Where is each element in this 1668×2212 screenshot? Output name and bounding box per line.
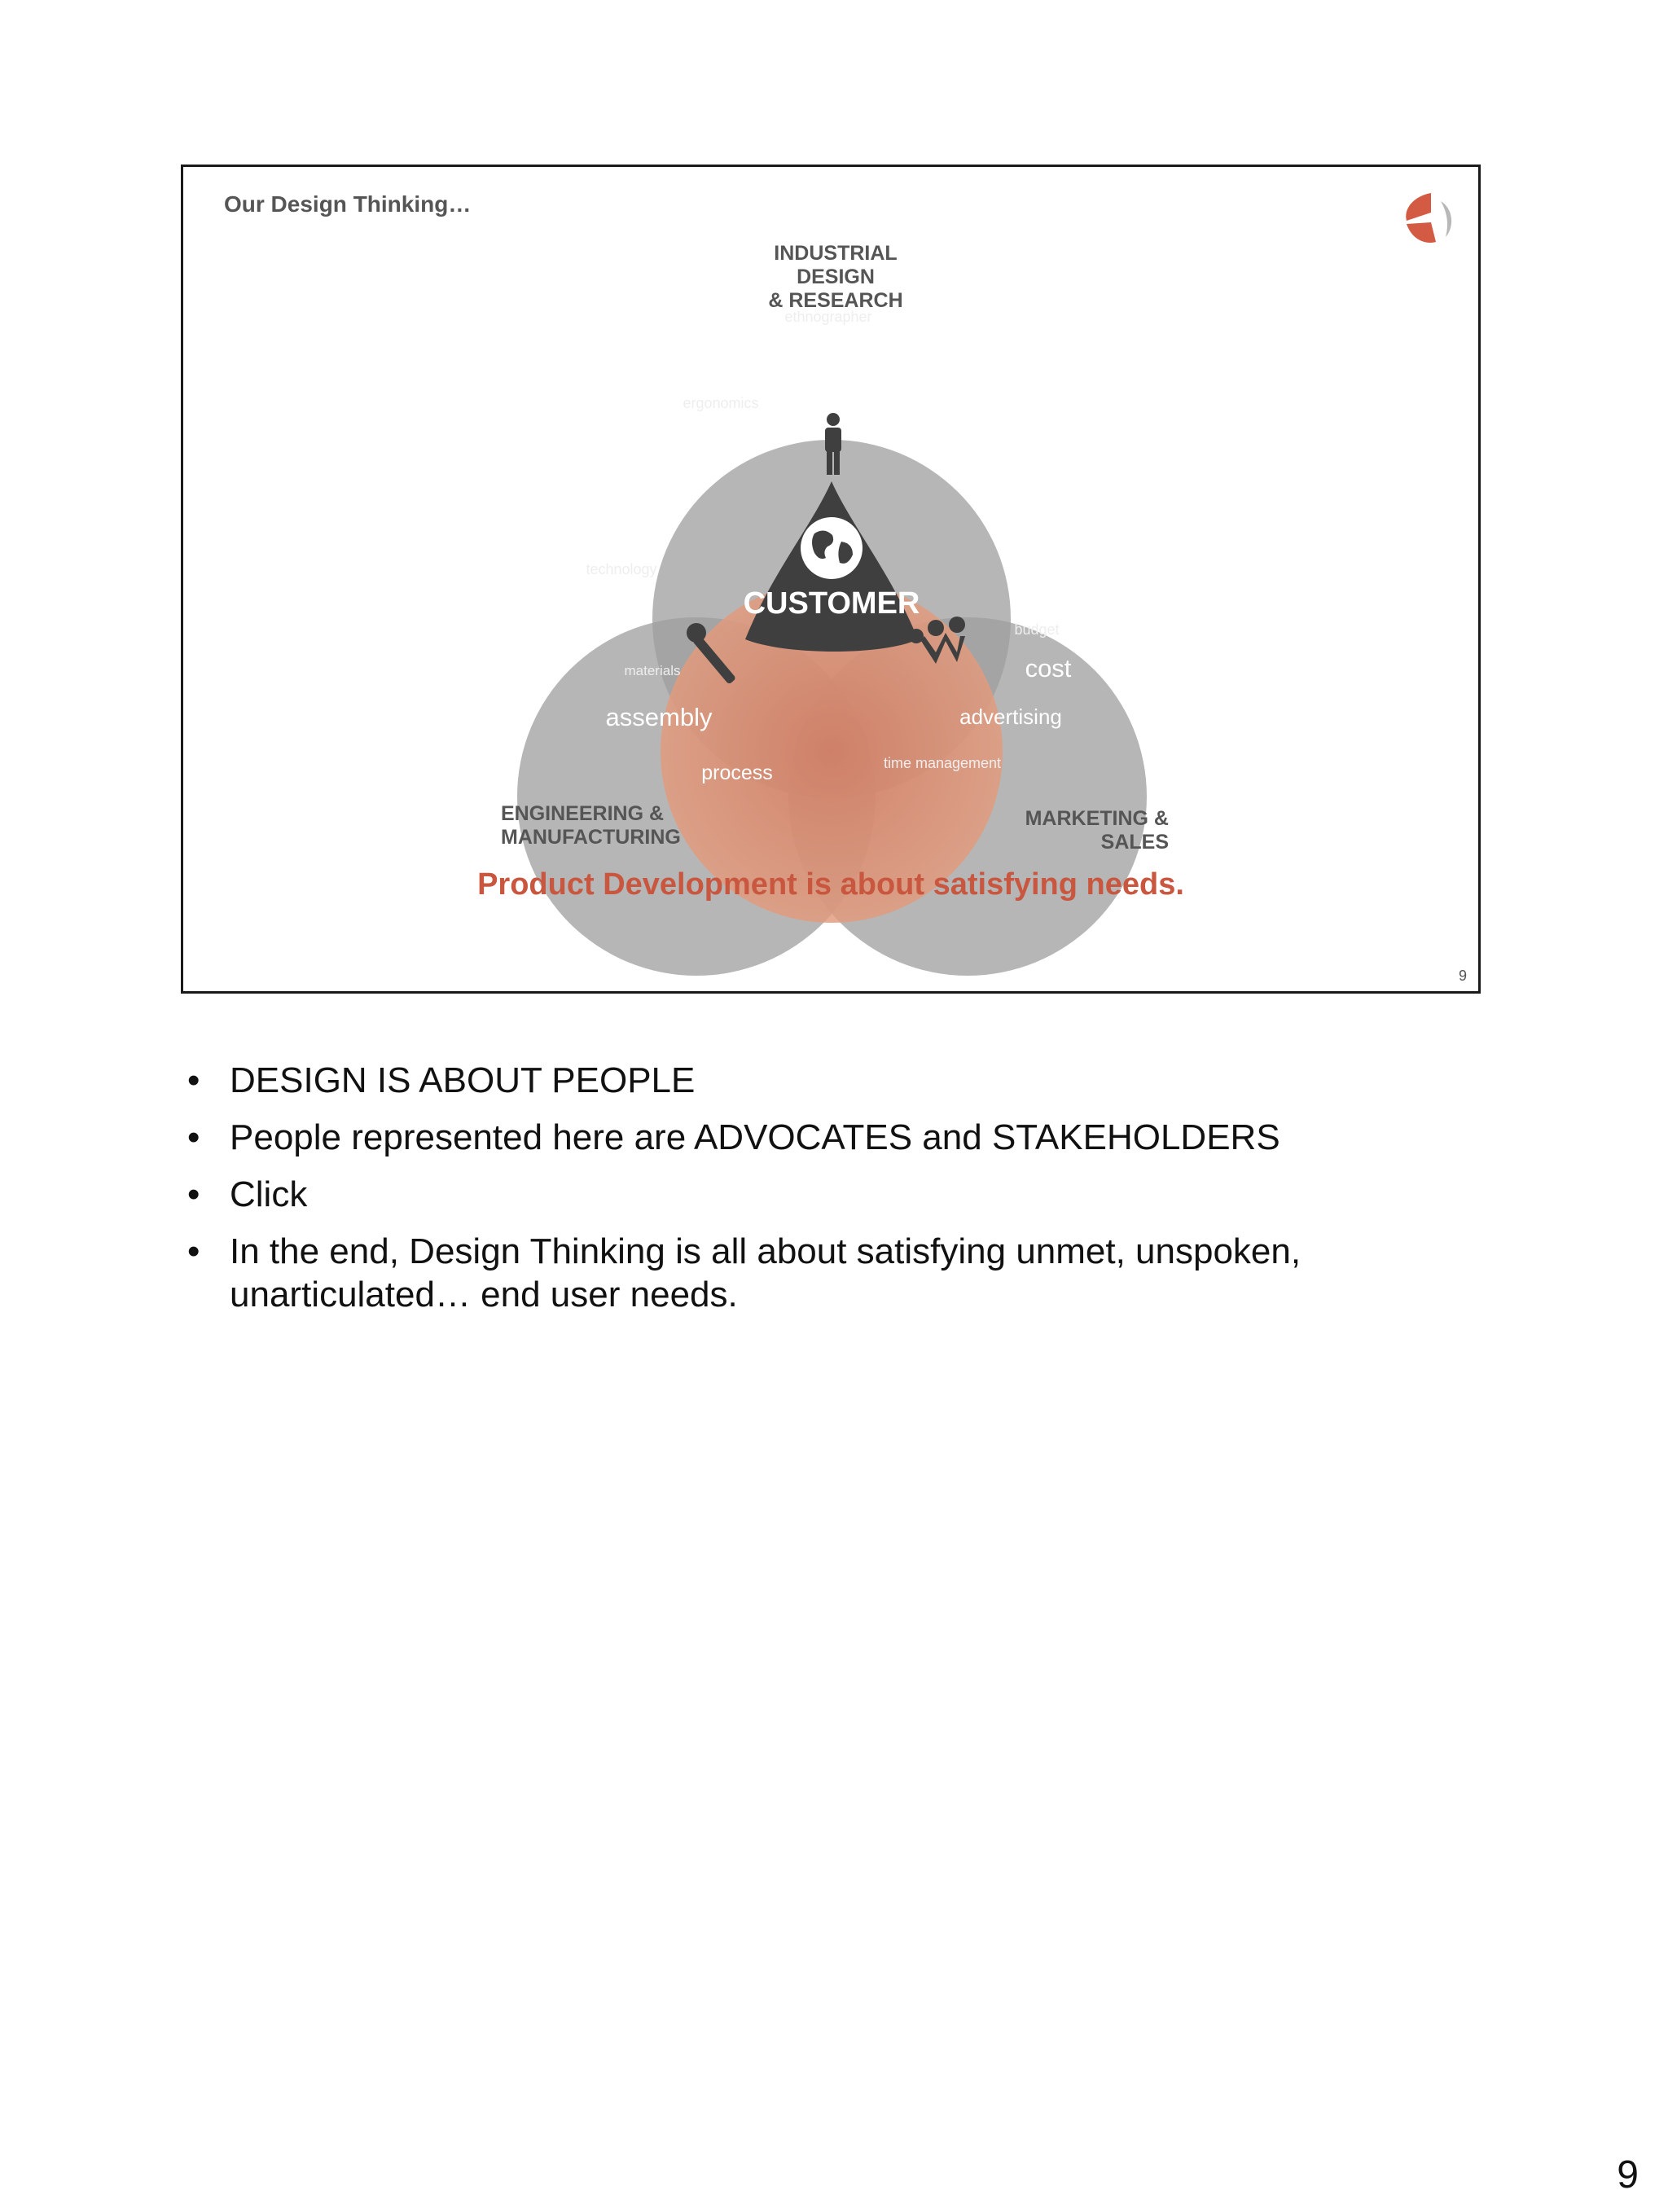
term-form-top: form (883, 325, 933, 353)
term-budget: budget (1014, 621, 1060, 638)
note-item (187, 1059, 1409, 1102)
note-text: In the end, Design Thinking is all about satisfying unmet, unspoken, unarticulated… end user needs. (230, 1231, 1301, 1314)
slide-frame (181, 165, 1481, 994)
term-form-left: form (575, 594, 626, 622)
note-text: People represented here are ADVOCATES and STAKEHOLDERS (230, 1117, 1280, 1157)
note-item (187, 1230, 1409, 1316)
slide-tagline: Product Development is about satisfying needs. (477, 867, 1184, 902)
term-process: process (701, 761, 773, 784)
globe-icon (801, 517, 863, 579)
term-ethnographer: ethnographer (784, 309, 872, 325)
term-technology: technology (586, 561, 657, 577)
note-text: DESIGN IS ABOUT PEOPLE (230, 1060, 696, 1100)
group-label-engineering: ENGINEERING & MANUFACTURING (501, 802, 681, 849)
bullet: • (187, 1060, 200, 1100)
slide-number: 9 (1458, 968, 1467, 984)
term-assembly: assembly (605, 703, 713, 731)
bullet: • (187, 1117, 200, 1157)
term-time: time (1030, 561, 1079, 590)
term-materials: materials (624, 663, 681, 678)
slide-title: Our Design Thinking… (224, 191, 472, 217)
group-label-marketing: MARKETING & SALES (1025, 807, 1169, 854)
term-advertising: advertising (959, 704, 1062, 729)
note-text: Click (230, 1174, 308, 1214)
page-number: 9 (1617, 2153, 1639, 2197)
note-item (187, 1173, 1409, 1216)
term-brand-identity: brand identity (866, 388, 980, 409)
customer-label: CUSTOMER (743, 586, 920, 621)
note-item (187, 1116, 1409, 1159)
term-user-interface: user interface (713, 353, 876, 383)
bullet: • (187, 1231, 200, 1271)
bullet: • (187, 1174, 200, 1214)
group-label-industrial-design: INDUSTRIAL DESIGN & RESEARCH (768, 242, 903, 312)
term-cost: cost (1025, 654, 1072, 682)
speaker-notes (187, 1059, 1409, 1330)
term-ergonomics: ergonomics (683, 395, 759, 411)
term-time-management: time management (883, 755, 1002, 771)
